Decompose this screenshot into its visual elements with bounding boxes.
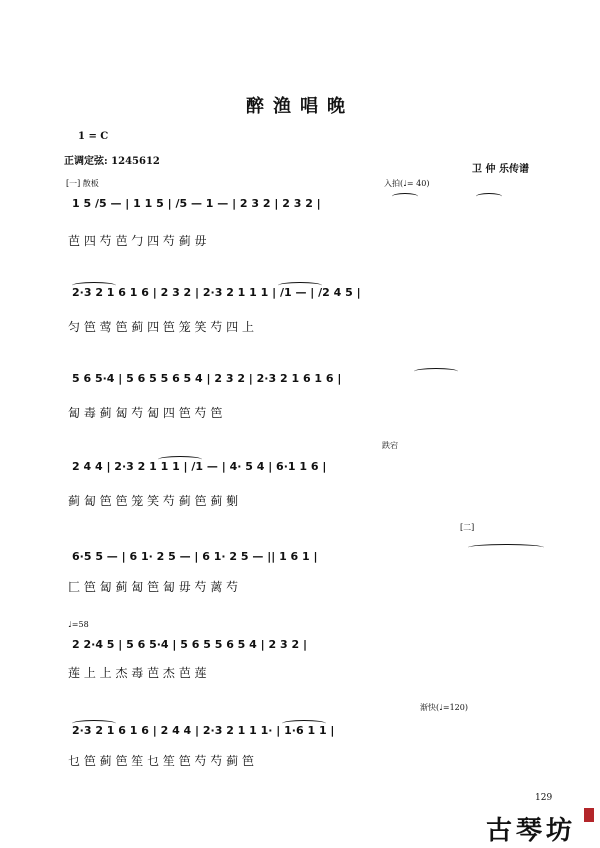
notation-line-5: 6·5 5 — | 6 1· 2 5 — | 6 1· 2 5 — || 1 6 1 | (72, 550, 318, 563)
notation-line-4: 2 4 4 | 2·3 2 1 1 1 | /1 — | 4· 5 4 | 6·1 1 6 | (72, 460, 327, 473)
slur-mark (278, 282, 322, 289)
tempo-mark-2: ♩=58 (68, 620, 89, 629)
slur-mark (414, 368, 458, 375)
watermark-logo: 古琴坊 (486, 816, 577, 846)
tuning-label: 正调定弦: 1245612 (64, 156, 160, 167)
transcriber-credit: 卫 仲 乐传谱 (472, 164, 529, 175)
key-signature: 1 = C (78, 131, 109, 142)
notation-line-2: 2·3 2 1 6 1 6 | 2 3 2 | 2·3 2 1 1 1 | /1 — | /2 4 5 | (72, 286, 361, 299)
slur-mark (282, 720, 326, 727)
slur-mark (468, 544, 544, 551)
slur-mark (476, 193, 502, 200)
notation-line-1: 1 5 /5 — | 1 1 5 | /5 — 1 — | 2 3 2 | 2 3 2 | (72, 197, 321, 210)
section-label-2: [二] (460, 523, 475, 532)
tablature-line-4: 蓟 匐 笆 笆 笼 笑 芍 蓟 笆 蓟 劐 (68, 494, 239, 508)
slur-mark (392, 193, 418, 200)
tempo-mark-3: 渐快(♩=120) (420, 703, 468, 712)
seal-stamp (584, 808, 594, 822)
notation-line-7: 2·3 2 1 6 1 6 | 2 4 4 | 2·3 2 1 1 1· | 1·6 1 1 | (72, 724, 335, 737)
tablature-line-3: 匐 毒 蓟 匐 芍 匐 四 笆 芍 笆 (68, 406, 223, 420)
tablature-line-2: 匀 笆 莺 笆 蓟 四 笆 笼 笑 芍 四 上 (68, 320, 254, 334)
page-number: 129 (535, 793, 553, 803)
section-label-1: [一] 散板 (66, 179, 99, 188)
tablature-line-7: 乜 笆 蓟 笆 笙 乜 笙 笆 芍 芍 蓟 笆 (68, 754, 254, 768)
notation-line-6: 2 2·4 5 | 5 6 5·4 | 5 6 5 5 6 5 4 | 2 3 2 | (72, 638, 307, 651)
tablature-line-5: 匚 笆 匐 蓟 匐 笆 匐 毋 芍 蓠 芍 (68, 580, 239, 594)
page-title: 醉渔唱晚 (246, 96, 354, 117)
technique-annotation: 跌宕 (382, 441, 398, 450)
slur-mark (158, 456, 202, 463)
slur-mark (72, 282, 116, 289)
tablature-line-1: 芭 四 芍 芭 勹 四 芍 蓟 毋 (68, 234, 207, 248)
tablature-line-6: 莲 上 上 杰 毒 芭 杰 芭 莲 (68, 666, 207, 680)
slur-mark (72, 720, 116, 727)
tempo-mark-1: 入拍(♩= 40) (384, 179, 430, 188)
notation-line-3: 5 6 5·4 | 5 6 5 5 6 5 4 | 2 3 2 | 2·3 2 1 6 1 6 | (72, 372, 342, 385)
